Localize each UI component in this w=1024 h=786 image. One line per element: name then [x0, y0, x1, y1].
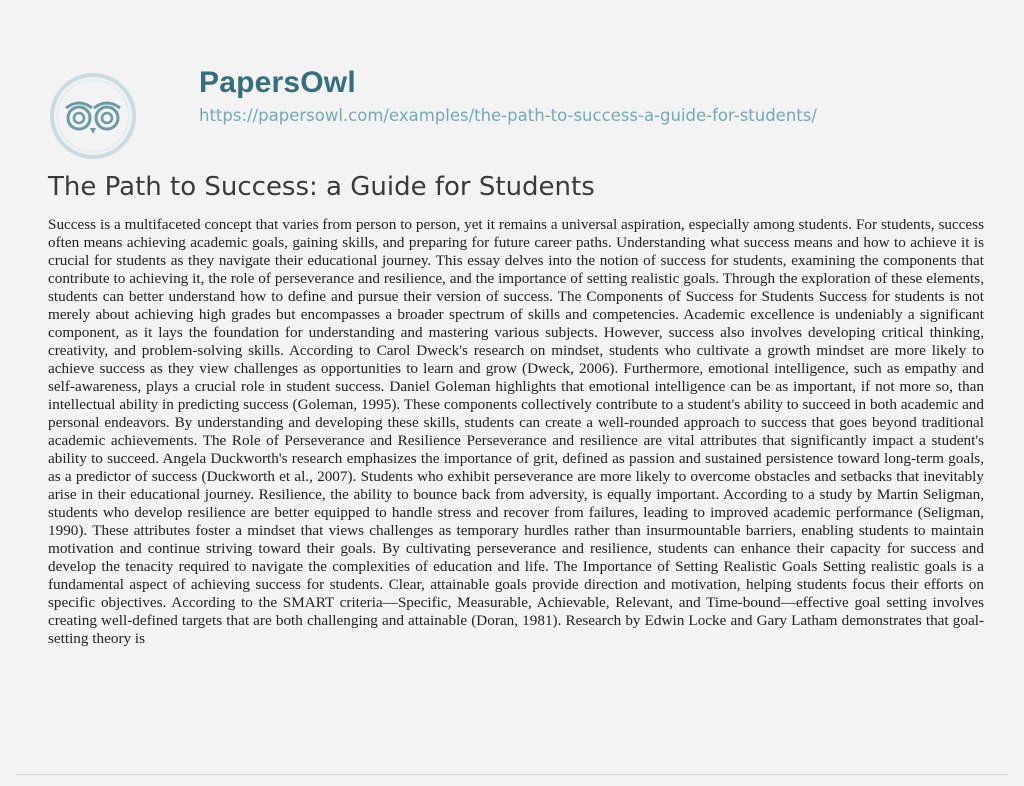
essay-title: The Path to Success: a Guide for Students	[48, 172, 595, 202]
brand-name: PapersOwl	[199, 66, 356, 99]
header	[48, 58, 988, 138]
source-url-link[interactable]: https://papersowl.com/examples/the-path-to-success-a-guide-for-students/	[199, 106, 817, 125]
essay-body: Success is a multifaceted concept that varies from person to person, yet it remains a universal aspiration, especially among students. For students, success often means achieving academic goals, gaining skills, and preparing for future career paths. Understanding what success means and how to achieve it is crucial for students as they navigate their educational journey. This essay delves into the notion of success for students, examining the components that contribute to achieving it, the role of perseverance and resilience, and the importance of setting realistic goals. Through the exploration of these elements, students can better understand how to define and pursue their version of success. The Components of Success for Students Success for students is not merely about achieving high grades but encompasses a broader spectrum of skills and competencies. Academic excellence is undeniably a significant component, as it lays the foundation for understanding and mastering various subjects. However, success also involves developing critical thinking, creativity, and problem-solving skills. According to Carol Dweck's research on mindset, students who cultivate a growth mindset are more likely to achieve success as they view challenges as opportunities to learn and grow (Dweck, 2006). Furthermore, emotional intelligence, such as empathy and self-awareness, plays a crucial role in student success. Daniel Goleman highlights that emotional intelligence can be as important, if not more so, than intellectual ability in predicting success (Goleman, 1995). These components collectively contribute to a student's ability to succeed in both academic and personal endeavors. By understanding and developing these skills, students can create a well-rounded approach to success that goes beyond traditional academic achievements. The Role of Perseverance and Resilience Perseverance and resilience are vital attributes that significantly impact a student's ability to succeed. Angela Duckworth's research emphasizes the importance of grit, defined as passion and sustained persistence toward long-term goals, as a predictor of success (Duckworth et al., 2007). Students who exhibit perseverance are more likely to overcome obstacles and setbacks that inevitably arise in their educational journey. Resilience, the ability to bounce back from adversity, is equally important. According to a study by Martin Seligman, students who develop resilience are better equipped to handle stress and recover from failures, leading to improved academic performance (Seligman, 1990). These attributes foster a mindset that views challenges as temporary hurdles rather than insurmountable barriers, enabling students to maintain motivation and continue striving toward their goals. By cultivating perseverance and resilience, students can enhance their capacity for success and develop the tenacity required to navigate the complexities of education and life. The Importance of Setting Realistic Goals Setting realistic goals is a fundamental aspect of achieving success for students. Clear, attainable goals provide direction and motivation, helping students focus their efforts on specific objectives. According to the SMART criteria—Specific, Measurable, Achievable, Relevant, and Time-bound—effective goal setting involves creating well-defined targets that are both challenging and attainable (Doran, 1981). Research by Edwin Locke and Gary Latham demonstrates that goal-setting theory is	[48, 216, 984, 647]
owl-eyes-icon	[48, 72, 138, 160]
divider	[16, 774, 1008, 775]
